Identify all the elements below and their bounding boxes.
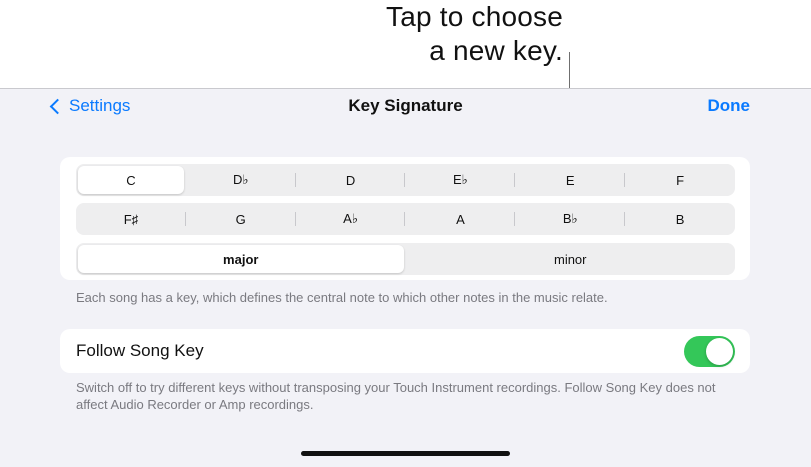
key-row-2 <box>76 203 735 235</box>
mode-selector <box>76 243 735 275</box>
settings-panel <box>0 88 811 467</box>
follow-song-key-description: Switch off to try different keys without transposing your Touch Instrument recordings. Follow Song Key does not affect Audio Recorder or Amp recordings. <box>76 380 716 412</box>
callout-text <box>386 0 563 68</box>
key-e[interactable]: E <box>517 166 623 194</box>
key-b-flat[interactable]: B♭ <box>517 205 623 233</box>
key-d[interactable]: D <box>298 166 404 194</box>
mode-minor[interactable]: minor <box>553 251 587 267</box>
toggle-knob <box>706 338 733 365</box>
key-a[interactable]: A <box>407 205 513 233</box>
follow-song-key-row <box>60 329 750 373</box>
navigation-bar <box>0 89 811 125</box>
callout-line-2: a new key. <box>429 35 563 66</box>
key-f[interactable]: F <box>627 166 733 194</box>
follow-song-key-label: Follow Song Key <box>76 341 204 360</box>
key-selector-card <box>60 157 750 280</box>
done-button[interactable]: Done <box>707 96 750 115</box>
page-title: Key Signature <box>348 96 463 115</box>
key-b[interactable]: B <box>627 205 733 233</box>
key-e-flat[interactable]: E♭ <box>407 166 513 194</box>
follow-song-key-toggle[interactable] <box>684 336 735 367</box>
key-a-flat[interactable]: A♭ <box>298 205 404 233</box>
key-description: Each song has a key, which defines the central note to which other notes in the music relate. <box>76 290 608 305</box>
key-c[interactable]: C <box>78 166 184 194</box>
key-row-1 <box>76 164 735 196</box>
back-button-label: Settings <box>69 96 131 115</box>
key-f-sharp[interactable]: F♯ <box>123 211 139 227</box>
mode-major[interactable]: major <box>78 245 404 273</box>
callout-line-1: Tap to choose <box>386 1 563 32</box>
key-d-flat[interactable]: D♭ <box>232 172 249 187</box>
key-g[interactable]: G <box>188 205 294 233</box>
home-indicator <box>301 451 510 456</box>
